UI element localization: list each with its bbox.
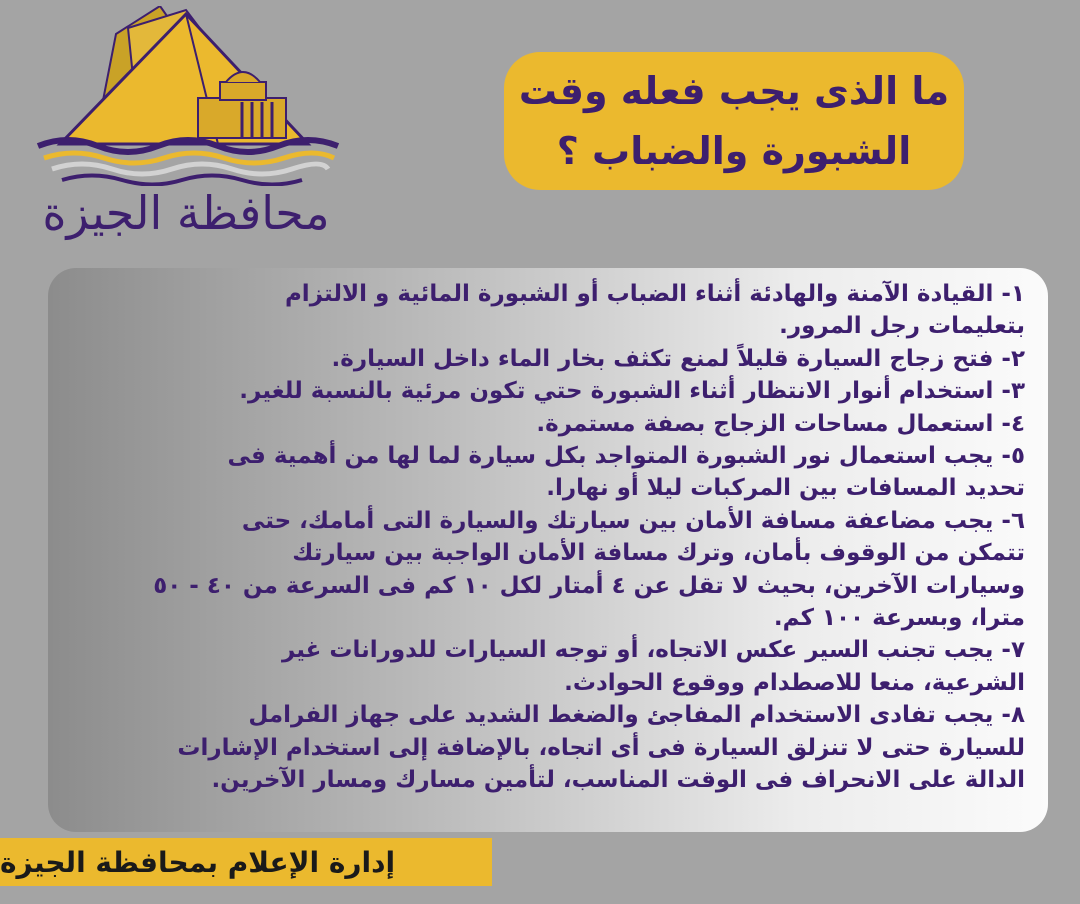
tip-line: ٤- استعمال مساحات الزجاج بصفة مستمرة. xyxy=(536,410,1025,437)
tip-line: ٥- يجب استعمال نور الشبورة المتواجد بكل سيارة لما لها من أهمية فى xyxy=(227,443,1025,470)
page-title xyxy=(514,61,954,181)
tip-line: وسيارات الآخرين، بحيث لا تقل عن ٤ أمتار لكل ١٠ كم فى السرعة من ٤٠ - ٥٠ xyxy=(153,572,1025,599)
tip-line: ٧- يجب تجنب السير عكس الاتجاه، أو توجه السيارات للدورانات غير xyxy=(281,637,1025,664)
tips-list xyxy=(90,278,1025,797)
tip-line: تحديد المسافات بين المركبات ليلا أو نهارا. xyxy=(546,475,1025,502)
title-line-2: الشبورة والضباب ؟ xyxy=(556,129,912,173)
pyramids-museum-logo-icon xyxy=(8,6,364,186)
tip-line: الدالة على الانحراف فى الوقت المناسب، لتأمين مسارك ومسار الآخرين. xyxy=(211,767,1025,794)
title-banner xyxy=(504,52,964,190)
tip-line: ١- القيادة الآمنة والهادئة أثناء الضباب أو الشبورة المائية و الالتزام xyxy=(284,281,1025,307)
footer-text: إدارة الإعلام بمحافظة الجيزة xyxy=(0,845,396,879)
tip-line: تتمكن من الوقوف بأمان، وترك مسافة الأمان الواجبة بين سيارتك xyxy=(292,540,1025,567)
logo-text: محافظة الجيزة xyxy=(42,186,330,240)
footer-banner xyxy=(0,838,492,886)
tip-line: للسيارة حتى لا تنزلق السيارة فى أى اتجاه، بالإضافة إلى استخدام الإشارات xyxy=(177,734,1025,761)
tip-line: الشرعية، منعا للاصطدام ووقوع الحوادث. xyxy=(564,669,1025,696)
tip-line: ٢- فتح زجاج السيارة قليلاً لمنع تكثف بخار الماء داخل السيارة. xyxy=(331,345,1025,372)
tip-line: ٨- يجب تفادى الاستخدام المفاجئ والضغط الشديد على جهاز الفرامل xyxy=(248,702,1025,729)
tip-line: مترا، وبسرعة ١٠٠ كم. xyxy=(773,605,1025,632)
governorate-logo xyxy=(8,6,364,242)
tip-line: ٣- استخدام أنوار الانتظار أثناء الشبورة حتي تكون مرئية بالنسبة للغير. xyxy=(239,378,1025,405)
title-line-1: ما الذى يجب فعله وقت xyxy=(518,69,950,113)
tip-line: بتعليمات رجل المرور. xyxy=(779,313,1025,340)
tip-line: ٦- يجب مضاعفة مسافة الأمان بين سيارتك والسيارة التى أمامك، حتى xyxy=(241,507,1025,534)
